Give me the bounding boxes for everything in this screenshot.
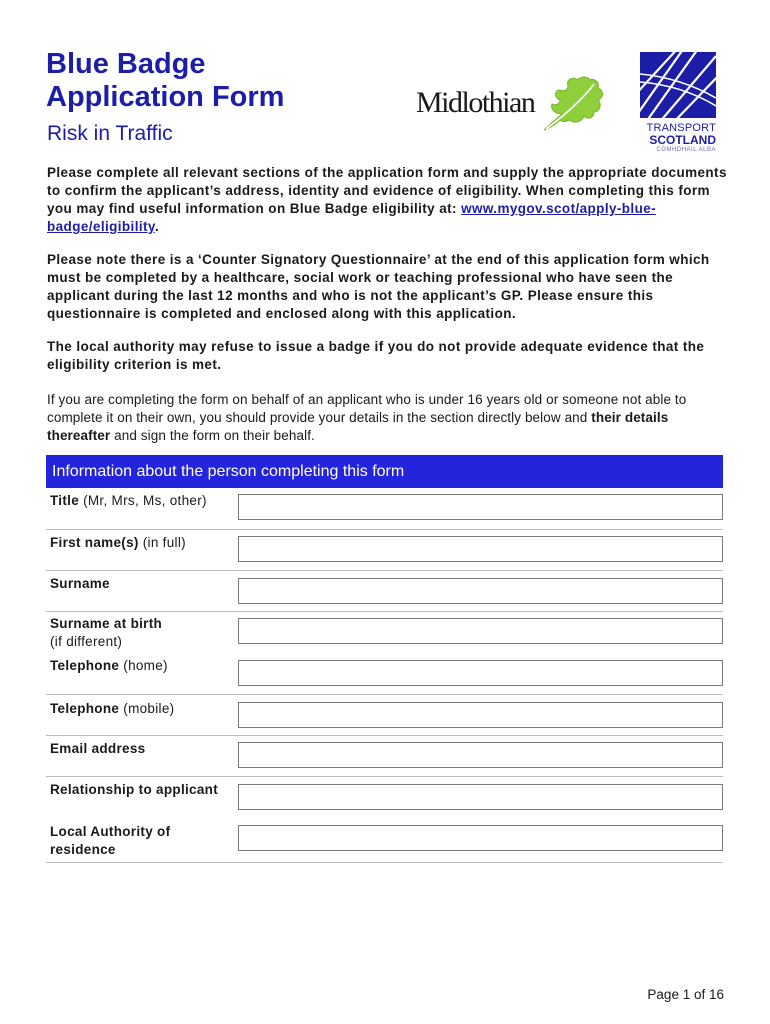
field-label-telephone-mobile-bold: Telephone [50,701,120,716]
field-label-title-bold: Title [50,493,80,508]
field-label-surname-at-birth-bold: Surname at birth [50,616,163,631]
intro-paragraph-4-bold: their details thereafter [47,410,669,443]
transport-scotland-logo [638,52,718,154]
transport-scotland-text-2: SCOTLAND [649,133,716,147]
field-label-relationship [50,781,220,799]
title-input[interactable] [238,494,723,520]
oak-leaf-icon [538,74,608,134]
intro-paragraph-1-end: . [154,219,159,234]
field-label-telephone-home [50,657,168,675]
field-label-telephone-mobile-hint: (mobile) [119,701,175,716]
field-label-email [50,740,145,758]
intro-paragraph-4-text-a: If you are completing the form on behalf of an applicant who is under 16 years old or someone not able to complete it on their own, you should provide your details in the section directly below and [47,392,687,425]
telephone-home-input[interactable] [238,660,723,686]
intro-paragraph-1-text: Please complete all relevant sections of the application form and supply the appropriate documents to confirm the applicant’s address, identity and evidence of eligibility. When completing this form you may find useful information on Blue Badge eligibility at: [47,165,727,216]
transport-scotland-emblem-icon [640,52,716,118]
field-label-local-authority [50,823,200,859]
field-label-first-names-hint: (in full) [138,535,186,550]
row-divider [46,862,723,863]
field-label-telephone-mobile [50,700,174,718]
intro-paragraph-2: Please note there is a ‘Counter Signatory Questionnaire’ at the end of this application form which must be completed by a healthcare, social work or teaching professional who have seen the applicant during the last 12 months and who is not the applicant’s GP. Please ensure this questionnaire is completed and enclosed along with this application. [47,252,710,321]
field-label-email-bold: Email address [50,741,146,756]
intro-paragraph-1 [47,164,727,236]
form-title-line-2: Application Form [46,81,285,113]
transport-scotland-text-1: TRANSPORT [646,122,716,134]
eligibility-link[interactable]: www.mygov.scot/apply-blue-badge/eligibility [47,201,657,234]
field-label-local-authority-bold: Local Authority of residence [50,824,171,857]
field-row-local-authority [46,819,723,863]
section-header-person-completing: Information about the person completing this form [46,455,723,488]
field-label-surname [50,575,110,593]
field-label-first-names-bold: First name(s) [50,535,139,550]
field-label-title-hint: (Mr, Mrs, Ms, other) [79,493,207,508]
field-label-telephone-home-bold: Telephone [50,658,120,673]
surname-at-birth-input[interactable] [238,618,723,644]
field-label-telephone-home-hint: (home) [119,658,168,673]
field-label-surname-at-birth [50,615,162,651]
field-label-first-names [50,534,186,552]
field-label-surname-at-birth-hint: (if different) [50,634,123,649]
form-title [46,48,284,114]
field-label-surname-bold: Surname [50,576,110,591]
field-row-relationship [46,777,723,819]
telephone-mobile-input[interactable] [238,702,723,728]
field-row-surname-at-birth [46,612,723,654]
field-row-surname [46,571,723,612]
field-row-first-names [46,530,723,571]
transport-scotland-text-3: CÒMHDHAIL ALBA [656,147,716,153]
email-input[interactable] [238,742,723,768]
midlothian-logo [416,74,608,134]
intro-paragraph-3: The local authority may refuse to issue a badge if you do not provide adequate evidence that the eligibility criterion is met. [47,339,705,372]
field-row-email [46,736,723,777]
first-names-input[interactable] [238,536,723,562]
midlothian-logo-text: Midlothian [416,86,535,119]
intro-paragraph-4 [47,391,727,445]
surname-input[interactable] [238,578,723,604]
relationship-input[interactable] [238,784,723,810]
form-subtitle: Risk in Traffic [47,122,173,145]
field-label-relationship-bold: Relationship to applicant [50,782,219,797]
field-label-title [50,492,207,510]
intro-paragraph-4-text-b: and sign the form on their behalf. [110,428,315,443]
field-row-telephone-mobile [46,695,723,736]
page-number: Page 1 of 16 [647,987,724,1002]
form-title-line-1: Blue Badge [46,48,206,80]
field-row-title [46,488,723,530]
field-row-telephone-home [46,654,723,695]
local-authority-input[interactable] [238,825,723,851]
